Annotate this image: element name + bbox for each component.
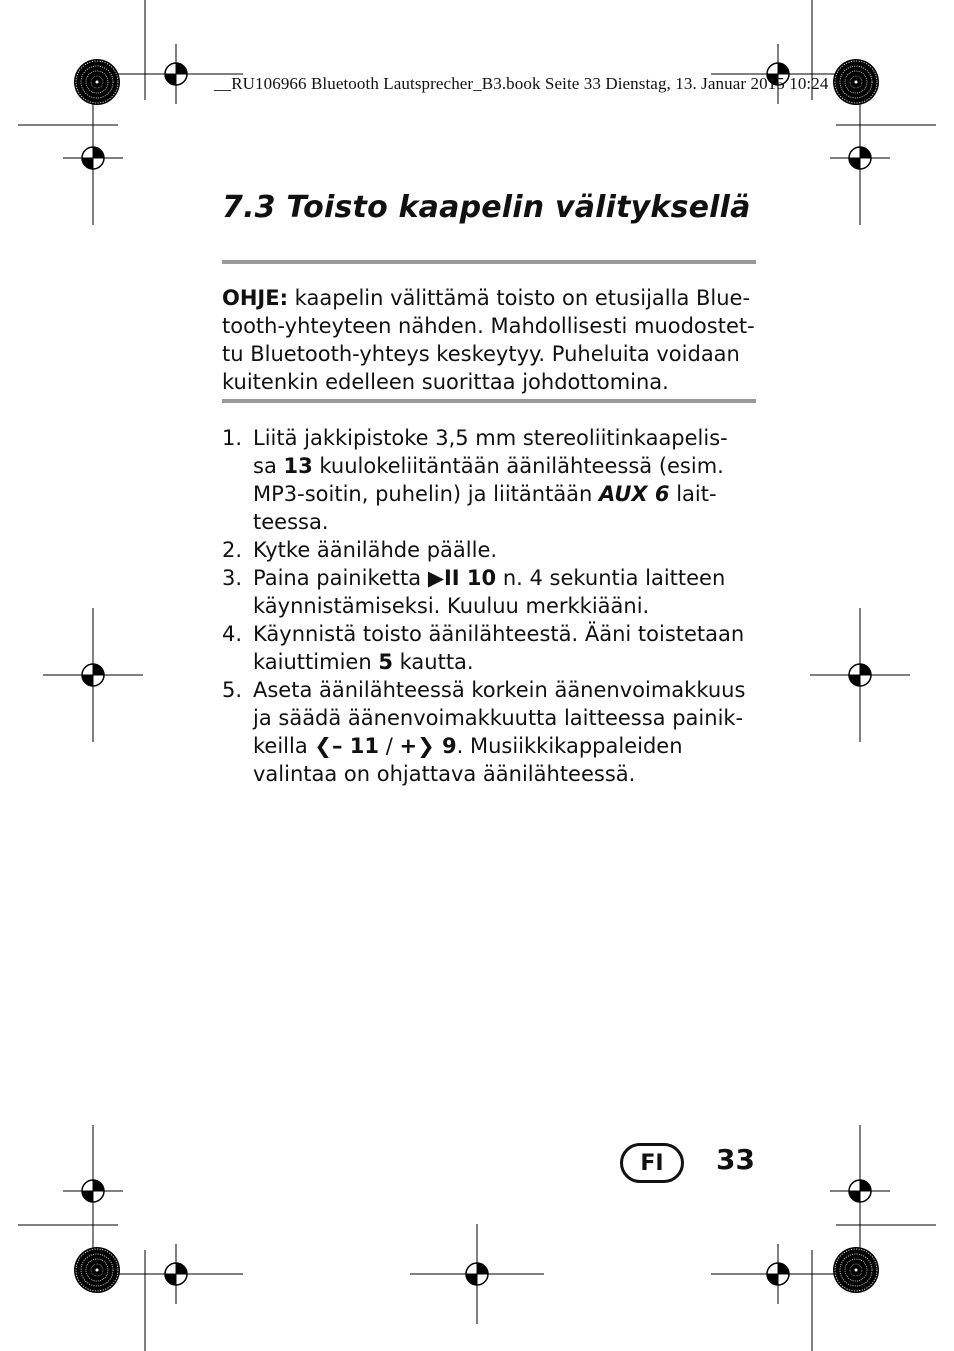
note-line: tooth-yhteyteen nähden. Mahdollisesti muodostet- [222,314,755,338]
note-box [222,284,762,396]
note-line: tu Bluetooth-yhteys keskeytyy. Puheluita voidaan [222,342,740,366]
section-title: 7.3 Toisto kaapelin välityksellä [222,190,751,225]
note-bottom-rule [222,399,756,403]
step-number: 3. [222,566,243,590]
part-ref-13: 13 [283,454,313,478]
part-ref-9: 9 [434,734,457,758]
note-label: OHJE: [222,286,288,310]
part-ref-10: 10 [459,566,497,590]
step-number: 5. [222,678,243,702]
instruction-step: 2. Kytke äänilähde päälle. [222,538,498,562]
print-slug: __RU106966 Bluetooth Lautsprecher_B3.book Seite 33 Dienstag, 13. Januar 2015 10:24 10 [214,74,850,93]
step-number: 1. [222,426,243,450]
instruction-step: 3. Paina painiketta ▶II 10 n. 4 sekuntia laitteen käynnistämiseksi. Kuuluu merkkiääni. [222,566,726,618]
instruction-step: 4. Käynnistä toisto äänilähteestä. Ääni toistetaan kaiuttimien 5 kautta. [222,622,745,674]
instruction-step: 1. Liitä jakkipistoke 3,5 mm stereoliitinkaapelis- sa 13 kuulokeliitäntään äänilähteessä (esim. MP3-soitin, puhelin) ja liitäntään AUX 6 lait- teessa. [222,426,728,534]
play-pause-icon: ▶II [427,566,460,590]
note-line: OHJE: kaapelin välittämä toisto on etusijalla Blue- [222,286,751,310]
part-ref-11: 11 [342,734,380,758]
part-ref-aux: AUX 6 [599,482,670,506]
instruction-step: 5. Aseta äänilähteessä korkein äänenvoimakkuus ja säädä äänenvoimakkuutta laitteessa painik- keilla ❮– 11 / +❯ 9. Musiikkikappaleiden valintaa on ohjattava äänilähteessä. [222,678,746,786]
instruction-list [222,424,782,788]
page-number: 33 [716,1143,755,1176]
step-number: 2. [222,538,243,562]
previous-volume-down-icon: ❮– [314,734,343,758]
part-ref-5: 5 [378,650,393,674]
language-badge: FI [620,1143,684,1183]
note-line: kuitenkin edelleen suorittaa johdottomina. [222,370,669,394]
next-volume-up-icon: +❯ [399,734,435,758]
note-top-rule [222,260,756,264]
step-number: 4. [222,622,243,646]
